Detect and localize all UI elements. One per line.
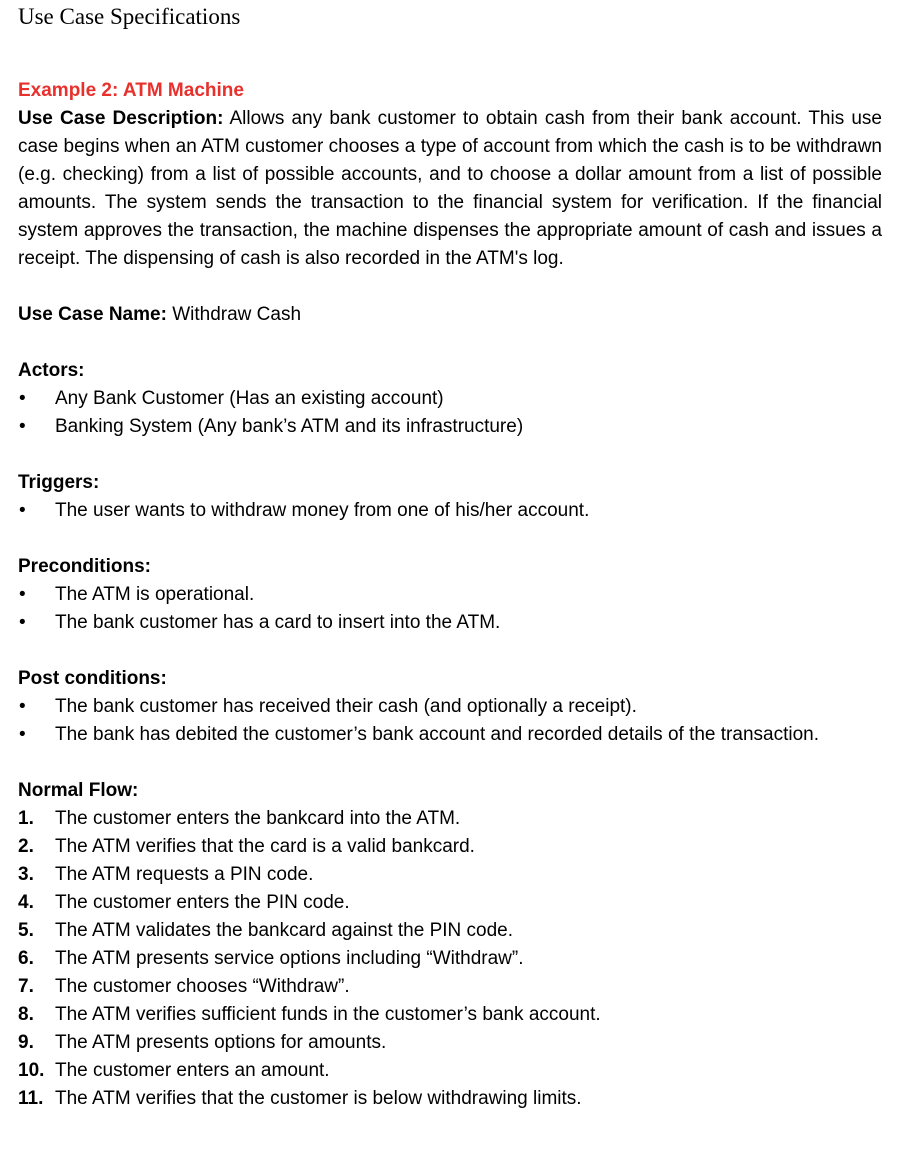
step-number: 7. (18, 976, 34, 997)
step-number: 6. (18, 948, 34, 969)
step-number: 9. (18, 1032, 34, 1053)
step-number: 3. (18, 864, 34, 885)
actors-list (18, 385, 882, 441)
preconditions-heading: Preconditions: (18, 556, 152, 577)
step-text: The ATM verifies that the customer is below withdrawing limits. (55, 1088, 582, 1109)
step-number: 2. (18, 836, 34, 857)
precondition-text: The bank customer has a card to insert into the ATM. (55, 612, 501, 633)
description-text: Allows any bank customer to obtain cash from their bank account. This use case begins when an ATM customer chooses a type of account from which the cash is to be withdrawn (e.g. checking) from a list of possible accounts, and to choose a dollar amount from a list of possible amounts. The system sends the transaction to the financial system for verification. If the financial system approves the transaction, the machine dispenses the appropriate amount of cash and issues a receipt. The dispensing of cash is also recorded in the ATM's log. (18, 108, 882, 269)
step-text: The ATM verifies sufficient funds in the customer’s bank account. (55, 1004, 601, 1025)
postconditions-heading: Post conditions: (18, 668, 167, 689)
actor-text: Banking System (Any bank’s ATM and its infrastructure) (55, 416, 524, 437)
step-number: 8. (18, 1004, 34, 1025)
step-text: The ATM presents options for amounts. (55, 1032, 387, 1053)
list-item (18, 805, 882, 833)
use-case-description (18, 105, 882, 273)
use-case-name (18, 301, 882, 329)
normal-flow-list (18, 805, 882, 1113)
actor-text: Any Bank Customer (Has an existing account) (55, 388, 444, 409)
use-case-name-label: Use Case Name: (18, 304, 167, 325)
bullet-icon: • (19, 696, 26, 717)
list-item (18, 413, 882, 441)
example-heading: Example 2: ATM Machine (18, 80, 244, 101)
bullet-icon: • (19, 416, 26, 437)
bullet-icon: • (19, 584, 26, 605)
preconditions-list (18, 581, 882, 637)
list-item (18, 497, 882, 525)
page-title: Use Case Specifications (18, 4, 241, 29)
list-item (18, 609, 882, 637)
list-item (18, 917, 882, 945)
list-item (18, 581, 882, 609)
postconditions-list (18, 693, 882, 749)
step-number: 4. (18, 892, 34, 913)
list-item (18, 1057, 882, 1085)
normal-flow-heading: Normal Flow: (18, 780, 139, 801)
document-page (18, 0, 882, 1113)
bullet-icon: • (19, 500, 26, 521)
postcondition-text: The bank customer has received their cash (and optionally a receipt). (55, 696, 637, 717)
actors-heading: Actors: (18, 360, 85, 381)
list-item (18, 385, 882, 413)
list-item (18, 833, 882, 861)
step-text: The customer chooses “Withdraw”. (55, 976, 350, 997)
bullet-icon: • (19, 388, 26, 409)
step-text: The ATM validates the bankcard against the PIN code. (55, 920, 514, 941)
bullet-icon: • (19, 724, 26, 745)
step-text: The ATM requests a PIN code. (55, 864, 314, 885)
list-item (18, 1029, 882, 1057)
step-text: The ATM presents service options including “Withdraw”. (55, 948, 524, 969)
step-number: 1. (18, 808, 34, 829)
precondition-text: The ATM is operational. (55, 584, 255, 605)
list-item (18, 1001, 882, 1029)
step-number: 10. (18, 1060, 45, 1081)
step-number: 11. (18, 1088, 44, 1109)
step-text: The customer enters the PIN code. (55, 892, 350, 913)
list-item (18, 973, 882, 1001)
list-item (18, 693, 882, 721)
postcondition-text: The bank has debited the customer’s bank account and recorded details of the transaction. (55, 724, 819, 745)
trigger-text: The user wants to withdraw money from one of his/her account. (55, 500, 590, 521)
list-item (18, 945, 882, 973)
use-case-name-value: Withdraw Cash (166, 304, 302, 325)
list-item (18, 861, 882, 889)
list-item (18, 721, 882, 749)
bullet-icon: • (19, 612, 26, 633)
step-text: The customer enters an amount. (55, 1060, 330, 1081)
step-text: The customer enters the bankcard into the ATM. (55, 808, 461, 829)
step-number: 5. (18, 920, 34, 941)
step-text: The ATM verifies that the card is a valid bankcard. (55, 836, 475, 857)
list-item (18, 889, 882, 917)
triggers-list (18, 497, 882, 525)
list-item (18, 1085, 882, 1113)
description-label: Use Case Description: (18, 108, 224, 129)
triggers-heading: Triggers: (18, 472, 100, 493)
